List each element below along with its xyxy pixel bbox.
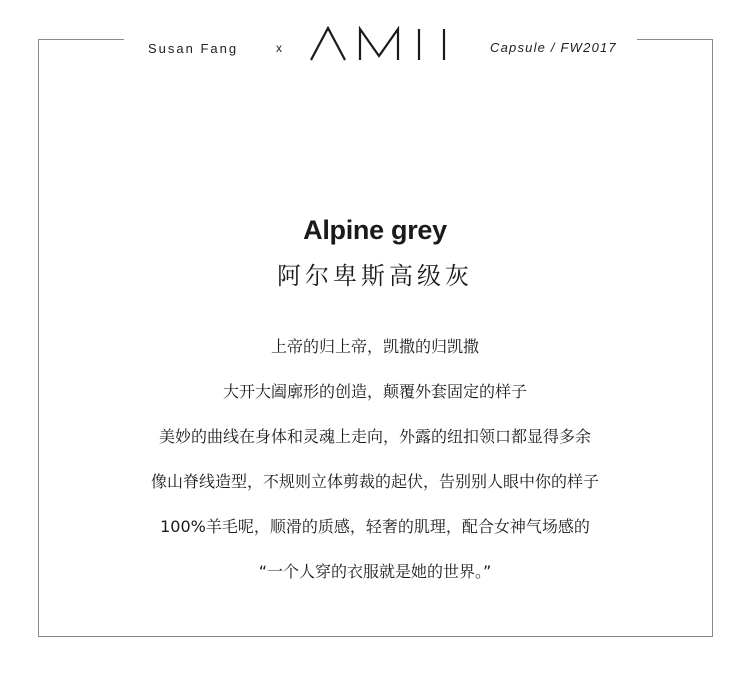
- body-line: 大开大阖廓形的创造，颠覆外套固定的样子: [222, 382, 527, 401]
- frame-top-right-rule: [637, 39, 713, 40]
- brand-susan-fang: Susan Fang: [148, 41, 239, 56]
- body-text: [0, 332, 750, 602]
- frame-top-left-rule: [38, 39, 124, 40]
- header: [124, 22, 637, 62]
- body-line: 上帝的归上帝，凯撒的归凯撒: [270, 337, 479, 356]
- body-line: 美妙的曲线在身体和灵魂上走向，外露的纽扣领口都显得多余: [158, 427, 591, 446]
- title-english: Alpine grey: [303, 215, 447, 245]
- title-chinese: 阿尔卑斯高级灰: [277, 262, 473, 290]
- collab-separator: x: [276, 41, 282, 55]
- body-line: “一个人穿的衣服就是她的世界。”: [258, 562, 492, 581]
- amii-logo: [308, 26, 452, 62]
- capsule-label: Capsule / FW2017: [490, 40, 617, 55]
- body-line: 像山脊线造型，不规则立体剪裁的起伏，告别别人眼中你的样子: [150, 472, 599, 491]
- body-line: 100%羊毛呢，顺滑的质感，轻奢的肌理，配合女神气场感的: [160, 517, 590, 536]
